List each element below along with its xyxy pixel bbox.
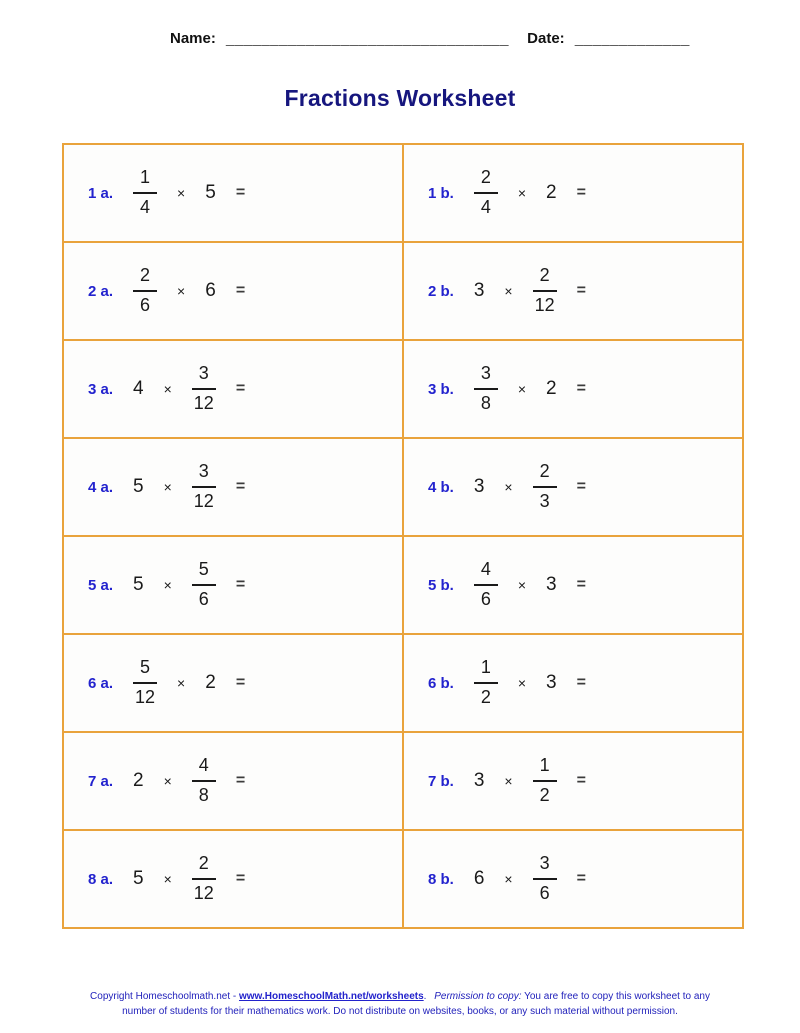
problem-row [63, 438, 743, 536]
page-title: Fractions Worksheet [284, 85, 516, 111]
fraction [192, 755, 216, 806]
problem-7b [404, 755, 742, 806]
name-date-row [0, 0, 800, 47]
whole-number: 3 [546, 672, 557, 693]
problem-label: 1 b. [428, 184, 454, 202]
whole-number: 3 [473, 770, 485, 791]
fraction [133, 265, 157, 316]
whole-number: 3 [473, 280, 485, 301]
fraction [192, 461, 216, 512]
problem-8b [404, 853, 742, 904]
equals-sign: = [235, 772, 246, 789]
problem-cell-6a [63, 634, 403, 732]
problem-cell-7b [403, 732, 743, 830]
equals-sign: = [576, 282, 586, 299]
problem-row [63, 242, 743, 340]
multiply-sign: × [504, 773, 513, 789]
whole-number: 3 [473, 476, 485, 497]
problem-cell-3b [403, 340, 743, 438]
fraction-numerator: 5 [192, 559, 216, 586]
problem-5a [64, 559, 402, 610]
fraction-numerator: 2 [474, 167, 498, 194]
whole-number: 5 [205, 182, 216, 203]
problem-label: 5 b. [428, 576, 454, 594]
multiply-sign: × [163, 479, 172, 495]
whole-number: 5 [133, 574, 144, 595]
equals-sign: = [576, 674, 586, 691]
equals-sign: = [576, 478, 586, 495]
equals-sign: = [576, 870, 586, 887]
problem-5b [404, 559, 742, 610]
problem-cell-8a [63, 830, 403, 928]
whole-number: 5 [133, 476, 144, 497]
multiply-sign: × [517, 381, 527, 397]
problem-1b [404, 167, 742, 218]
problem-label: 3 b. [428, 380, 454, 398]
problem-cell-8b [403, 830, 743, 928]
whole-number: 2 [133, 770, 144, 791]
fraction-denominator: 12 [193, 393, 214, 413]
multiply-sign: × [517, 577, 527, 593]
problem-label: 4 a. [88, 478, 114, 496]
problem-label: 8 a. [88, 870, 114, 888]
fraction-numerator: 3 [474, 363, 498, 390]
fraction [533, 853, 557, 904]
problem-7a [64, 755, 402, 806]
equals-sign: = [235, 380, 246, 397]
problem-label: 4 b. [428, 478, 454, 496]
problem-label: 8 b. [428, 870, 454, 888]
copyright-text: Copyright Homeschoolmath.net - [90, 991, 239, 1002]
problem-6a [64, 657, 402, 708]
multiply-sign: × [177, 283, 186, 299]
date-label: Date: [527, 30, 565, 47]
equals-sign: = [576, 380, 586, 397]
fraction [192, 559, 216, 610]
problem-label: 7 a. [88, 772, 114, 790]
fraction-denominator: 3 [539, 491, 550, 511]
multiply-sign: × [517, 185, 527, 201]
whole-number: 2 [546, 182, 557, 203]
fraction-denominator: 2 [539, 785, 550, 805]
equals-sign: = [235, 674, 246, 691]
fraction [533, 755, 557, 806]
fraction-numerator: 3 [533, 853, 557, 880]
problem-cell-7a [63, 732, 403, 830]
problem-1a [64, 167, 402, 218]
multiply-sign: × [504, 871, 513, 887]
fraction [192, 363, 216, 414]
problem-2a [64, 265, 402, 316]
fraction-numerator: 1 [533, 755, 557, 782]
equals-sign: = [235, 282, 246, 299]
multiply-sign: × [504, 283, 513, 299]
whole-number: 3 [546, 574, 557, 595]
equals-sign: = [235, 184, 246, 201]
permission-label: Permission to copy: [434, 991, 522, 1002]
fraction-denominator: 6 [198, 589, 209, 609]
problem-cell-5b [403, 536, 743, 634]
problem-label: 5 a. [88, 576, 114, 594]
whole-number: 6 [205, 280, 216, 301]
multiply-sign: × [163, 577, 172, 593]
fraction [192, 853, 216, 904]
problem-cell-4a [63, 438, 403, 536]
problem-label: 1 a. [88, 184, 114, 202]
problem-row [63, 144, 743, 242]
fraction-numerator: 1 [474, 657, 498, 684]
problem-row [63, 340, 743, 438]
multiply-sign: × [517, 675, 527, 691]
equals-sign: = [235, 576, 246, 593]
fraction [133, 167, 157, 218]
problem-3a [64, 363, 402, 414]
fraction-numerator: 5 [133, 657, 157, 684]
name-blank-line: ________________________________ [226, 30, 509, 47]
problem-3b [404, 363, 742, 414]
fraction [474, 559, 498, 610]
fraction [474, 167, 498, 218]
problem-cell-1a [63, 144, 403, 242]
fraction [533, 461, 557, 512]
name-label: Name: [170, 30, 216, 47]
problem-label: 7 b. [428, 772, 454, 790]
fraction-numerator: 2 [133, 265, 157, 292]
problem-cell-6b [403, 634, 743, 732]
problem-label: 3 a. [88, 380, 114, 398]
problems-table [62, 143, 744, 929]
fraction-denominator: 8 [198, 785, 209, 805]
fraction-numerator: 2 [533, 461, 557, 488]
fraction-denominator: 2 [480, 687, 491, 707]
problem-cell-4b [403, 438, 743, 536]
multiply-sign: × [163, 381, 172, 397]
problem-4b [404, 461, 742, 512]
fraction-numerator: 4 [474, 559, 498, 586]
fraction-denominator: 8 [480, 393, 491, 413]
problem-label: 2 b. [428, 282, 454, 300]
problem-row [63, 536, 743, 634]
fraction-numerator: 3 [192, 461, 216, 488]
worksheets-link[interactable]: www.HomeschoolMath.net/worksheets [239, 991, 424, 1002]
problem-row [63, 732, 743, 830]
fraction-numerator: 4 [192, 755, 216, 782]
fraction-numerator: 1 [133, 167, 157, 194]
fraction-denominator: 4 [480, 197, 491, 217]
problem-2b [404, 265, 742, 316]
problem-label: 6 b. [428, 674, 454, 692]
multiply-sign: × [163, 871, 172, 887]
whole-number: 2 [546, 378, 557, 399]
problem-cell-5a [63, 536, 403, 634]
problem-cell-2a [63, 242, 403, 340]
equals-sign: = [576, 576, 586, 593]
problem-label: 6 a. [88, 674, 114, 692]
fraction-numerator: 2 [192, 853, 216, 880]
fraction-numerator: 3 [192, 363, 216, 390]
fraction-numerator: 2 [533, 265, 557, 292]
whole-number: 6 [473, 868, 485, 889]
fraction [474, 657, 498, 708]
problem-6b [404, 657, 742, 708]
fraction [133, 657, 157, 708]
problem-cell-3a [63, 340, 403, 438]
whole-number: 4 [133, 378, 144, 399]
problem-row [63, 634, 743, 732]
fraction-denominator: 6 [480, 589, 491, 609]
equals-sign: = [576, 772, 586, 789]
multiply-sign: × [177, 675, 186, 691]
problem-8a [64, 853, 402, 904]
after-link-text: . [423, 991, 430, 1002]
whole-number: 5 [133, 868, 144, 889]
problem-row [63, 830, 743, 928]
fraction [533, 265, 557, 316]
fraction [474, 363, 498, 414]
footer-copyright [76, 990, 724, 1019]
multiply-sign: × [504, 479, 513, 495]
equals-sign: = [235, 478, 246, 495]
fraction-denominator: 6 [140, 295, 151, 315]
permission-text: You are free to copy this worksheet to any number of students for their mathematics work. Do not distribute on websites, books, or any such material without permission. [122, 991, 710, 1017]
multiply-sign: × [163, 773, 172, 789]
equals-sign: = [576, 184, 586, 201]
fraction-denominator: 12 [135, 687, 156, 707]
whole-number: 2 [205, 672, 216, 693]
fraction-denominator: 12 [193, 883, 214, 903]
equals-sign: = [235, 870, 246, 887]
fraction-denominator: 12 [193, 491, 214, 511]
date-blank-line: _____________ [574, 30, 690, 47]
fraction-denominator: 12 [534, 295, 555, 315]
problem-cell-1b [403, 144, 743, 242]
fraction-denominator: 6 [539, 883, 550, 903]
problem-4a [64, 461, 402, 512]
multiply-sign: × [177, 185, 186, 201]
fraction-denominator: 4 [140, 197, 151, 217]
problem-cell-2b [403, 242, 743, 340]
problem-label: 2 a. [88, 282, 114, 300]
